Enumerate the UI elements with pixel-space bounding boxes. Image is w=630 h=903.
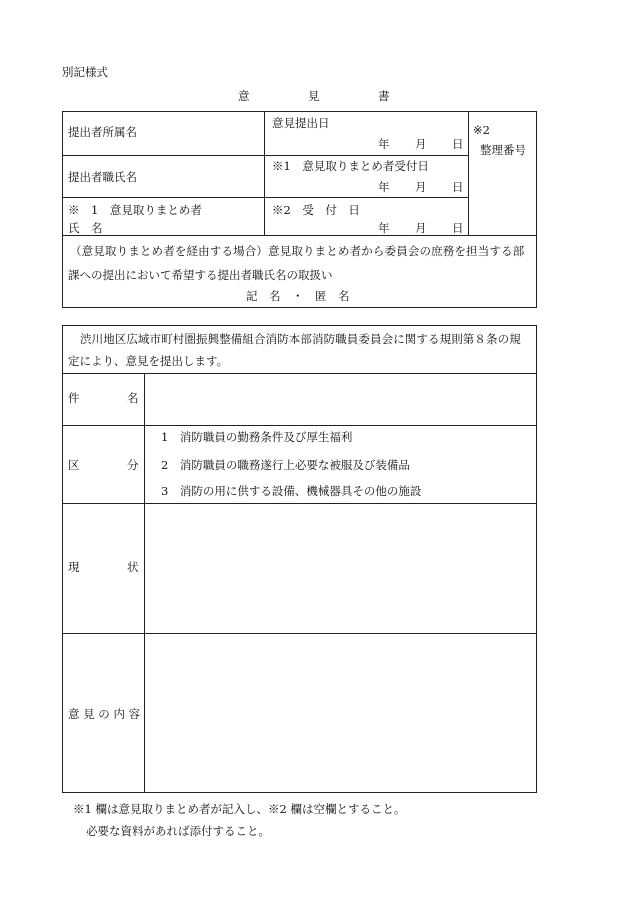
category-item-3: 3 消防の用に供する設備、機械器具その他の施設	[161, 484, 422, 498]
name-title-label: 提出者職氏名	[68, 170, 137, 184]
divider	[62, 155, 468, 156]
category-label-b: 分	[127, 458, 139, 472]
form-label: 別記様式	[62, 65, 108, 79]
month-unit: 月	[415, 137, 427, 151]
status-label-a: 現	[68, 560, 80, 574]
title-char-1: 意	[238, 89, 250, 103]
divider	[62, 197, 468, 198]
statement-line2: 定により、意見を提出します。	[68, 354, 229, 368]
divider	[62, 425, 537, 426]
divider	[62, 235, 537, 236]
divider	[144, 373, 145, 793]
year-unit: 年	[378, 180, 390, 194]
name-handling-options: 記 名 ・ 匿 名	[246, 289, 350, 303]
divider	[62, 373, 537, 374]
subject-label-a: 件	[68, 391, 80, 405]
month-unit: 月	[415, 221, 427, 235]
status-label-b: 状	[127, 560, 139, 574]
footnote-2: 必要な資料があれば添付すること。	[86, 824, 270, 838]
coordinator-name-label: 氏 名	[68, 221, 103, 235]
month-unit: 月	[415, 180, 427, 194]
note2-mark: ※2	[473, 123, 490, 137]
category-item-2: 2 消防職員の職務遂行上必要な被服及び装備品	[161, 458, 410, 472]
handling-text-line2: 課への提出において希望する提出者職氏名の取扱い	[68, 268, 333, 282]
year-unit: 年	[378, 221, 390, 235]
coordinator-label: ※ 1 意見取りまとめ者	[68, 203, 202, 217]
category-label-a: 区	[68, 458, 80, 472]
day-unit: 日	[452, 180, 464, 194]
day-unit: 日	[452, 221, 464, 235]
divider	[62, 633, 537, 634]
day-unit: 日	[452, 137, 464, 151]
footnote-1: ※1 欄は意見取りまとめ者が記入し、※2 欄は空欄とすること。	[73, 802, 406, 816]
accept-date-label: ※2 受 付 日	[272, 203, 360, 217]
divider	[468, 111, 469, 235]
title-char-3: 書	[378, 89, 390, 103]
submit-date-label: 意見提出日	[272, 116, 330, 130]
reg-number-label: 整理番号	[480, 143, 526, 157]
category-item-1: 1 消防職員の勤務条件及び厚生福利	[161, 430, 353, 444]
handling-text-line1: （意見取りまとめ者を経由する場合）意見取りまとめ者から委員会の庶務を担当する部	[70, 244, 525, 258]
year-unit: 年	[378, 137, 390, 151]
divider	[62, 503, 537, 504]
title-char-2: 見	[308, 89, 320, 103]
opinion-content-label: 意 見 の 内 容	[68, 707, 141, 721]
affiliation-label: 提出者所属名	[68, 125, 137, 139]
subject-label-b: 名	[127, 391, 139, 405]
divider	[264, 111, 265, 235]
statement-line1: 渋川地区広域市町村圏振興整備組合消防本部消防職員委員会に関する規則第８条の規	[80, 332, 521, 346]
receipt-date-label: ※1 意見取りまとめ者受付日	[272, 159, 429, 173]
